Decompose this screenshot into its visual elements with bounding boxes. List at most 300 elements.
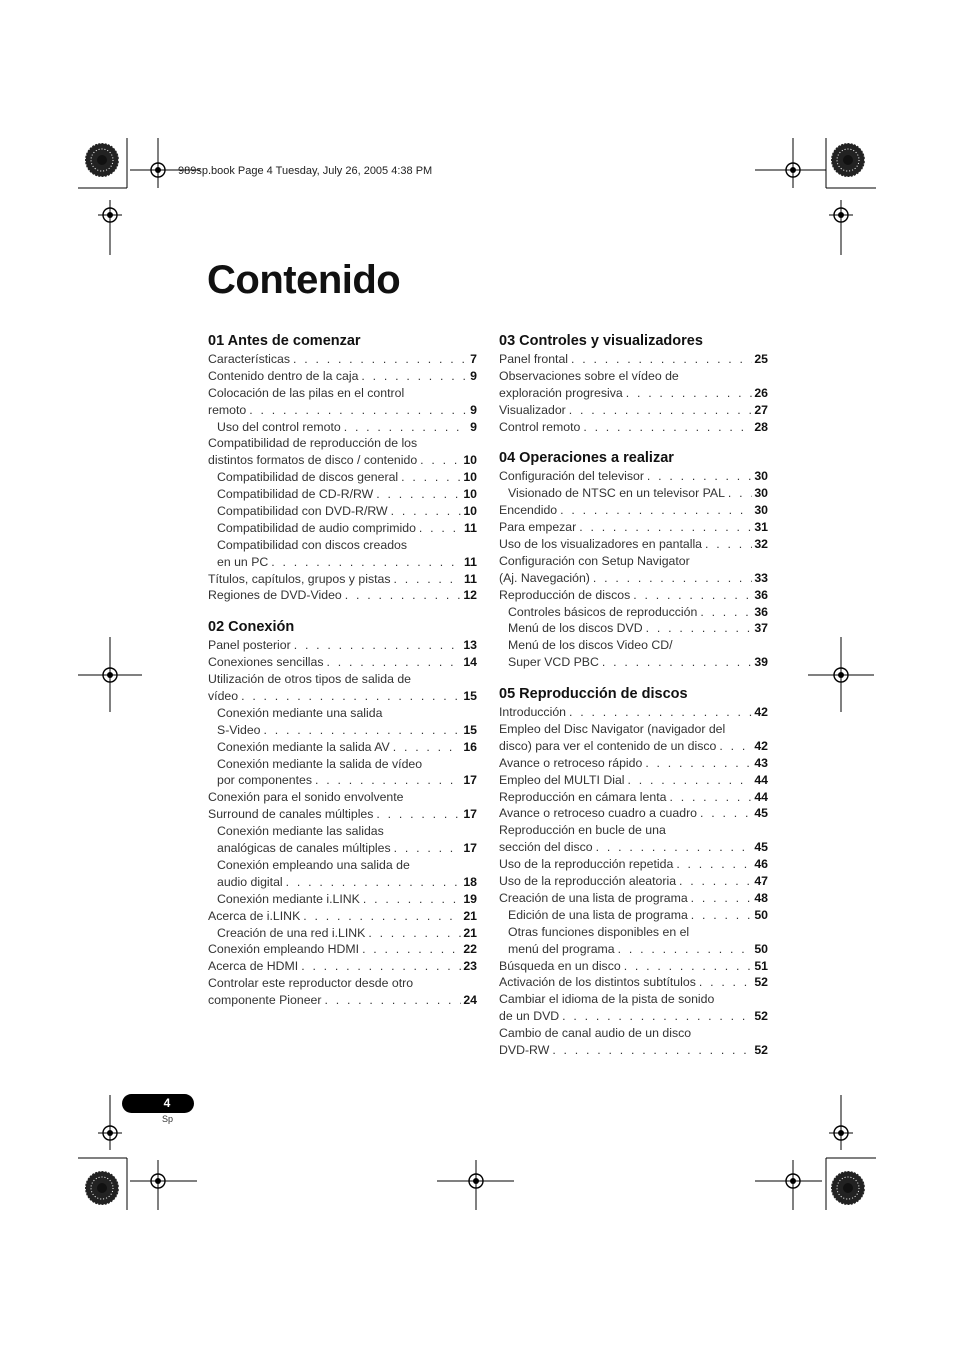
entry-row <box>217 469 477 486</box>
entry-page-number: 13 <box>463 638 477 653</box>
entry-page-number: 19 <box>463 891 477 906</box>
dot-leader <box>669 789 752 806</box>
toc-entry[interactable] <box>208 789 477 823</box>
entry-row <box>499 873 768 890</box>
toc-entry[interactable] <box>499 958 768 975</box>
toc-entry[interactable] <box>499 604 768 621</box>
toc-entry[interactable] <box>208 925 477 942</box>
entry-text-line: Empleo del Disc Navigator (navigador del <box>499 722 726 737</box>
entry-row <box>508 604 768 621</box>
toc-entry[interactable] <box>208 705 477 739</box>
section-title: 03 Controles y visualizadores <box>499 333 703 349</box>
dot-leader <box>344 419 468 436</box>
entry-page-number: 52 <box>754 1009 768 1024</box>
toc-entry[interactable] <box>499 402 768 419</box>
toc-entry[interactable] <box>499 721 768 755</box>
toc-entry[interactable] <box>208 739 477 756</box>
toc-entry[interactable] <box>208 520 477 537</box>
entry-text: Reproducción de discos <box>499 587 631 602</box>
entry-row <box>508 485 768 502</box>
dot-leader <box>324 992 461 1009</box>
entry-page-number: 10 <box>463 487 477 502</box>
dot-leader <box>691 907 753 924</box>
entry-text: Conexión mediante i.LINK <box>217 891 360 906</box>
dot-leader <box>626 385 753 402</box>
entry-text: Control remoto <box>499 419 581 434</box>
entry-text: Visualizador <box>499 402 566 417</box>
toc-entry[interactable] <box>208 537 477 571</box>
dot-leader <box>362 941 461 958</box>
entry-page-number: 17 <box>463 807 477 822</box>
toc-entry[interactable] <box>208 941 477 958</box>
entry-row <box>499 755 768 772</box>
entry-page-number: 15 <box>463 689 477 704</box>
entry-row <box>208 452 477 469</box>
entry-page-number: 14 <box>463 655 477 670</box>
entry-row <box>499 468 768 485</box>
entry-text: por componentes <box>217 773 313 788</box>
dot-leader <box>705 536 752 553</box>
entry-row <box>208 351 477 368</box>
entry-text: Uso de la reproducción repetida <box>499 857 674 872</box>
page-language: Sp <box>162 1114 174 1124</box>
entry-row <box>499 958 768 975</box>
entry-text: Compatibilidad de discos general <box>217 470 399 485</box>
entry-text: Edición de una lista de programa <box>508 907 688 922</box>
entry-text: Uso de los visualizadores en pantalla <box>499 537 703 552</box>
entry-text-line: Cambiar el idioma de la pista de sonido <box>499 992 715 1007</box>
toc-entry[interactable] <box>208 419 477 436</box>
entry-text: Super VCD PBC <box>508 655 599 670</box>
entry-text: componente Pioneer <box>208 993 322 1008</box>
dot-leader <box>700 604 752 621</box>
entry-row <box>499 351 768 368</box>
dot-leader <box>569 402 753 419</box>
entry-text: de un DVD <box>499 1009 560 1024</box>
entry-page-number: 30 <box>754 469 768 484</box>
dot-leader <box>679 873 752 890</box>
entry-text: Acerca de HDMI <box>208 959 299 974</box>
entry-row <box>217 891 477 908</box>
section-title: 05 Reproducción de discos <box>499 686 688 703</box>
entry-row <box>508 941 768 958</box>
entry-text: Uso de la reproducción aleatoria <box>499 874 677 889</box>
entry-text-line: Configuración con Setup Navigator <box>499 553 690 568</box>
entry-page-number: 9 <box>470 402 477 417</box>
dot-leader <box>293 351 468 368</box>
entry-text: Encendido <box>499 503 558 518</box>
dot-leader <box>264 722 462 739</box>
dot-leader <box>303 908 461 925</box>
toc-entry[interactable] <box>208 756 477 790</box>
entry-row <box>208 806 477 823</box>
entry-row <box>217 739 477 756</box>
entry-text-line: Cambio de canal audio de un disco <box>499 1026 692 1041</box>
dot-leader <box>345 587 462 604</box>
entry-text: Compatibilidad de CD-R/RW <box>217 487 374 502</box>
dot-leader <box>249 402 468 419</box>
toc-entry[interactable] <box>499 637 768 671</box>
toc-entry[interactable] <box>499 704 768 721</box>
entry-text-line: Conexión mediante las salidas <box>217 824 384 839</box>
entry-text: Reproducción en cámara lenta <box>499 789 667 804</box>
entry-text: Controles básicos de reproducción <box>508 604 698 619</box>
toc-entry[interactable] <box>208 975 477 1009</box>
entry-row <box>208 992 477 1009</box>
entry-row <box>217 486 477 503</box>
entry-page-number: 26 <box>754 385 768 400</box>
toc-entry[interactable] <box>499 991 768 1025</box>
page-title: Contenido <box>207 258 401 302</box>
entry-row <box>208 368 477 385</box>
entry-row <box>217 840 477 857</box>
entry-page-number: 31 <box>754 520 768 535</box>
toc-entry[interactable] <box>208 637 477 654</box>
entry-text: S-Video <box>217 722 261 737</box>
entry-page-number: 15 <box>463 722 477 737</box>
entry-text: Menú de los discos DVD <box>508 621 643 636</box>
entry-row <box>499 419 768 436</box>
toc-section <box>499 331 768 435</box>
entry-text: remoto <box>208 402 247 417</box>
dot-leader <box>301 958 461 975</box>
entry-text: Contenido dentro de la caja <box>208 368 359 383</box>
entry-row <box>208 637 477 654</box>
entry-text: Conexión empleando HDMI <box>208 942 360 957</box>
entry-text-line: Conexión para el sonido envolvente <box>208 790 404 805</box>
toc-entry[interactable] <box>208 571 477 588</box>
entry-text: Características <box>208 352 291 366</box>
dot-leader <box>562 1008 752 1025</box>
toc-column-right <box>499 331 768 1072</box>
toc-entry[interactable] <box>208 958 477 975</box>
toc-entry[interactable] <box>499 468 768 485</box>
dot-leader <box>676 856 752 873</box>
entry-text: DVD-RW <box>499 1042 550 1057</box>
entry-page-number: 32 <box>754 537 768 552</box>
section-title: 01 Antes de comenzar <box>208 333 361 349</box>
entry-text: Avance o retroceso rápido <box>499 755 643 770</box>
entry-page-number: 42 <box>754 738 768 753</box>
dot-leader <box>391 503 462 520</box>
entry-text: Títulos, capítulos, grupos y pistas <box>208 571 391 586</box>
toc-entry[interactable] <box>208 857 477 891</box>
toc-entry[interactable] <box>499 822 768 856</box>
entry-row <box>217 874 477 891</box>
entry-row <box>499 519 768 536</box>
toc-entry[interactable] <box>208 469 477 486</box>
toc-entry[interactable] <box>499 351 768 368</box>
toc-entry[interactable] <box>208 587 477 604</box>
entry-page-number: 17 <box>463 841 477 856</box>
dot-leader <box>583 419 752 436</box>
entry-text: Panel posterior <box>208 638 291 653</box>
dot-leader <box>618 941 753 958</box>
entry-row <box>499 805 768 822</box>
entry-text: Panel frontal <box>499 352 569 366</box>
entry-row <box>217 554 477 571</box>
dot-leader <box>394 840 462 857</box>
entry-text: distintos formatos de disco / contenido <box>208 453 418 468</box>
entry-text: Uso del control remoto <box>217 419 341 434</box>
toc-entry[interactable] <box>499 805 768 822</box>
entry-page-number: 10 <box>463 453 477 468</box>
entry-text: Conexiones sencillas <box>208 655 324 670</box>
page-number-badge <box>122 1094 194 1113</box>
toc-section <box>208 617 477 1009</box>
entry-page-number: 45 <box>754 840 768 855</box>
toc-entry[interactable] <box>499 519 768 536</box>
toc-entry[interactable] <box>499 485 768 502</box>
dot-leader <box>361 368 468 385</box>
entry-text-line: Compatibilidad con discos creados <box>217 537 408 552</box>
entry-page-number: 16 <box>463 739 477 754</box>
entry-row <box>499 738 768 755</box>
entry-text: audio digital <box>217 874 283 889</box>
entry-page-number: 21 <box>463 908 477 923</box>
entry-row <box>208 908 477 925</box>
dot-leader <box>363 891 461 908</box>
entry-text: disco) para ver el contenido de un disco <box>499 738 717 753</box>
toc-entry[interactable] <box>499 907 768 924</box>
entry-text: Empleo del MULTI Dial <box>499 772 625 787</box>
dot-leader <box>602 654 752 671</box>
entry-text: Creación de una lista de programa <box>499 890 688 905</box>
entry-row <box>217 503 477 520</box>
dot-leader <box>691 890 753 907</box>
toc-entry[interactable] <box>499 587 768 604</box>
dot-leader <box>401 469 461 486</box>
toc-entry[interactable] <box>499 789 768 806</box>
dot-leader <box>569 704 752 721</box>
toc-entry[interactable] <box>208 351 477 368</box>
entry-text-line: Controlar este reproductor desde otro <box>208 976 414 991</box>
page-number: 4 <box>163 1096 171 1110</box>
toc-entry[interactable] <box>208 385 477 419</box>
entry-row <box>508 907 768 924</box>
entry-text-line: Reproducción en bucle de una <box>499 823 666 838</box>
dot-leader <box>271 554 462 571</box>
toc-entry[interactable] <box>499 553 768 587</box>
dot-leader <box>376 806 461 823</box>
dot-leader <box>646 620 753 637</box>
entry-text-line: Conexión mediante la salida de vídeo <box>217 756 423 771</box>
entry-text: sección del disco <box>499 840 593 855</box>
toc-section <box>499 448 768 671</box>
toc-entry[interactable] <box>208 503 477 520</box>
toc-entry[interactable] <box>208 435 477 469</box>
entry-page-number: 22 <box>463 942 477 957</box>
entry-page-number: 52 <box>754 975 768 990</box>
entry-text: Configuración del televisor <box>499 469 644 484</box>
entry-row <box>217 520 477 537</box>
entry-page-number: 28 <box>754 419 768 434</box>
toc-section <box>499 684 768 1059</box>
toc-entry[interactable] <box>499 873 768 890</box>
entry-row <box>208 941 477 958</box>
dot-leader <box>294 637 462 654</box>
toc-entry[interactable] <box>208 654 477 671</box>
entry-text: Para empezar <box>499 520 577 535</box>
entry-page-number: 48 <box>754 890 768 905</box>
entry-text: exploración progresiva <box>499 385 623 400</box>
entry-page-number: 21 <box>463 925 477 940</box>
entry-row <box>217 772 477 789</box>
entry-text: Visionado de NTSC en un televisor PAL <box>508 486 725 501</box>
section-title: 04 Operaciones a realizar <box>499 450 674 467</box>
entry-page-number: 9 <box>470 419 477 434</box>
entry-page-number: 33 <box>754 570 768 585</box>
toc-entry[interactable] <box>499 502 768 519</box>
toc-entry[interactable] <box>499 890 768 907</box>
entry-page-number: 30 <box>754 503 768 518</box>
entry-page-number: 44 <box>754 789 768 804</box>
toc-entry[interactable] <box>499 856 768 873</box>
entry-text: Regiones de DVD-Video <box>208 588 342 603</box>
entry-page-number: 36 <box>754 604 768 619</box>
entry-page-number: 9 <box>470 368 477 383</box>
dot-leader <box>596 839 753 856</box>
entry-page-number: 7 <box>470 352 477 366</box>
dot-leader <box>376 486 461 503</box>
entry-page-number: 50 <box>754 907 768 922</box>
dot-leader <box>699 974 752 991</box>
entry-page-number: 39 <box>754 655 768 670</box>
entry-text: Avance o retroceso cuadro a cuadro <box>499 806 698 821</box>
entry-row <box>499 587 768 604</box>
entry-row <box>208 958 477 975</box>
toc-entry[interactable] <box>499 536 768 553</box>
entry-page-number: 10 <box>463 504 477 519</box>
toc-entry[interactable] <box>499 1025 768 1059</box>
entry-page-number: 23 <box>463 959 477 974</box>
toc-entry[interactable] <box>208 486 477 503</box>
entry-row <box>208 587 477 604</box>
entry-row <box>499 890 768 907</box>
entry-page-number: 52 <box>754 1042 768 1057</box>
entry-page-number: 10 <box>463 470 477 485</box>
entry-text: Búsqueda en un disco <box>499 958 621 973</box>
dot-leader <box>394 571 463 588</box>
entry-text-line: Observaciones sobre el vídeo de <box>499 368 679 383</box>
toc-entry[interactable] <box>499 755 768 772</box>
entry-row <box>217 419 477 436</box>
dot-leader <box>633 587 752 604</box>
entry-page-number: 11 <box>464 554 477 569</box>
entry-page-number: 30 <box>754 486 768 501</box>
dot-leader <box>552 1042 752 1059</box>
entry-text: Conexión mediante la salida AV <box>217 739 390 754</box>
entry-row <box>499 839 768 856</box>
entry-page-number: 37 <box>754 621 768 636</box>
dot-leader <box>571 351 752 368</box>
entry-page-number: 12 <box>463 588 477 603</box>
entry-text: Acerca de i.LINK <box>208 908 301 923</box>
dot-leader <box>647 468 752 485</box>
dot-leader <box>593 570 752 587</box>
entry-row <box>499 704 768 721</box>
toc-entry[interactable] <box>208 368 477 385</box>
entry-page-number: 24 <box>463 993 477 1008</box>
entry-row <box>499 1042 768 1059</box>
entry-row <box>208 402 477 419</box>
dot-leader <box>624 958 753 975</box>
dot-leader <box>628 772 753 789</box>
dot-leader <box>419 520 462 537</box>
entry-page-number: 43 <box>754 755 768 770</box>
toc-entry[interactable] <box>499 620 768 637</box>
entry-row <box>217 722 477 739</box>
entry-text: en un PC <box>217 554 269 569</box>
entry-page-number: 51 <box>754 958 768 973</box>
toc-entry[interactable] <box>208 908 477 925</box>
dot-leader <box>560 502 752 519</box>
dot-leader <box>327 654 462 671</box>
dot-leader <box>393 739 462 756</box>
entry-page-number: 46 <box>754 857 768 872</box>
toc-entry[interactable] <box>499 368 768 402</box>
entry-page-number: 42 <box>754 705 768 720</box>
toc-entry[interactable] <box>499 419 768 436</box>
entry-page-number: 45 <box>754 806 768 821</box>
dot-leader <box>241 688 461 705</box>
entry-row <box>499 772 768 789</box>
toc-entry[interactable] <box>208 671 477 705</box>
entry-text: Introducción <box>499 705 566 720</box>
dot-leader <box>719 738 752 755</box>
entry-text-line: Compatibilidad de reproducción de los <box>208 436 418 451</box>
entry-row <box>499 502 768 519</box>
entry-text: menú del programa <box>508 941 615 956</box>
entry-row <box>508 654 768 671</box>
entry-row <box>499 536 768 553</box>
dot-leader <box>420 452 461 469</box>
entry-row <box>499 789 768 806</box>
entry-text-line: Otras funciones disponibles en el <box>508 924 690 939</box>
entry-page-number: 27 <box>754 402 768 417</box>
entry-row <box>499 570 768 587</box>
entry-text-line: Utilización de otros tipos de salida de <box>208 672 412 687</box>
section-title: 02 Conexión <box>208 619 295 636</box>
dot-leader <box>645 755 752 772</box>
entry-page-number: 44 <box>754 772 768 787</box>
entry-text-line: Colocación de las pilas en el control <box>208 385 405 400</box>
entry-page-number: 25 <box>754 352 768 366</box>
entry-text-line: Menú de los discos Video CD/ <box>508 638 673 653</box>
entry-row <box>499 856 768 873</box>
entry-text: Surround de canales múltiples <box>208 807 374 822</box>
dot-leader <box>315 772 461 789</box>
dot-leader <box>700 805 752 822</box>
entry-row <box>208 571 477 588</box>
entry-page-number: 50 <box>754 941 768 956</box>
print-header: 989sp.book Page 4 Tuesday, July 26, 2005 4:38 PM <box>178 165 433 177</box>
entry-text: Activación de los distintos subtítulos <box>499 975 696 990</box>
toc-entry[interactable] <box>208 823 477 857</box>
entry-page-number: 36 <box>754 587 768 602</box>
entry-page-number: 11 <box>464 571 477 586</box>
toc-entry[interactable] <box>499 924 768 958</box>
entry-text: (Aj. Navegación) <box>499 570 590 585</box>
entry-row <box>499 1008 768 1025</box>
entry-page-number: 11 <box>464 520 477 535</box>
entry-row <box>499 974 768 991</box>
toc-entry[interactable] <box>208 891 477 908</box>
toc-entry[interactable] <box>499 772 768 789</box>
entry-text: vídeo <box>208 689 239 704</box>
entry-row <box>499 402 768 419</box>
toc-entry[interactable] <box>499 974 768 991</box>
